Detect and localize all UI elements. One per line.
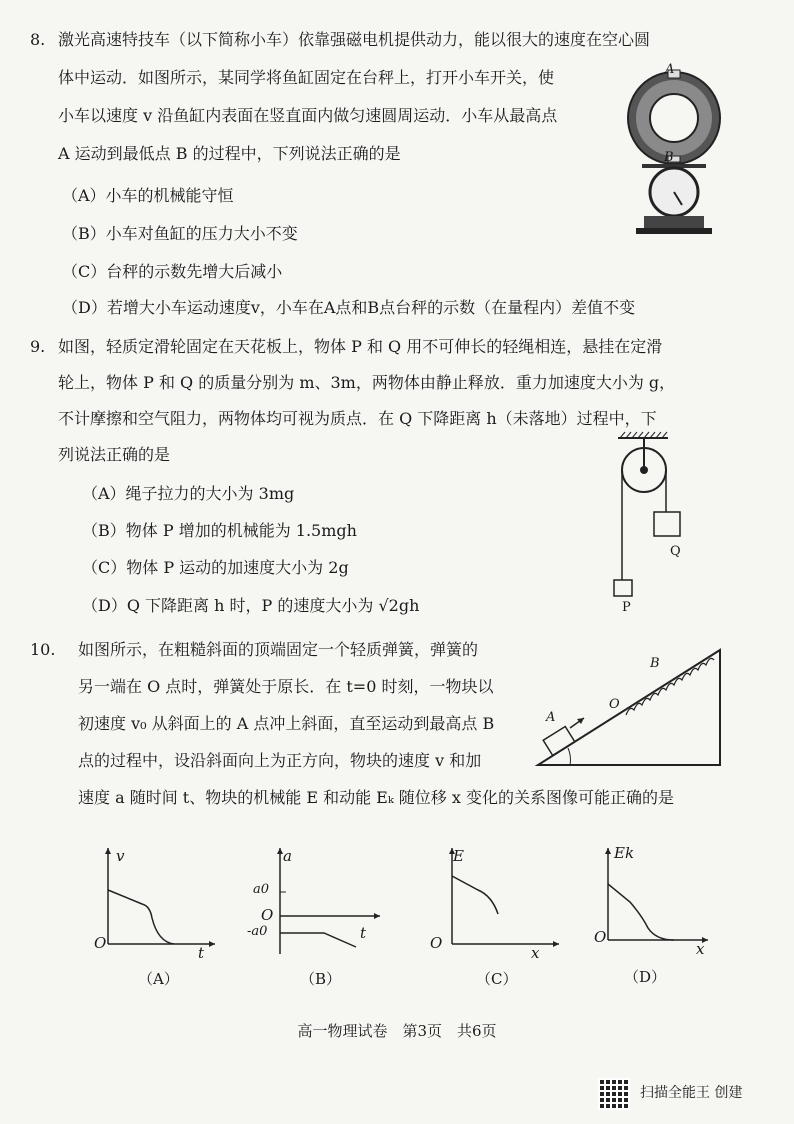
graph-b [262,842,392,962]
graph-d-caption: （D） [624,968,667,986]
graph-b-ylabel: a [283,847,292,865]
graph-b-tick-positive: a0 [253,882,270,897]
q10-number: 10. [30,640,56,659]
q10-line-1: 如图所示，在粗糙斜面的顶端固定一个轻质弹簧，弹簧的 [78,640,479,659]
q8-line-4: A 运动到最低点 B 的过程中，下列说法正确的是 [58,144,401,163]
q9-line-3: 不计摩擦和空气阻力，两物体均可视为质点．在 Q 下降距离 h（未落地）过程中，下 [58,409,657,428]
scanner-watermark: 扫描全能王 创建 [640,1085,743,1101]
q8-label-b: B [664,150,674,165]
graph-a-origin: O [94,934,107,952]
q8-number: 8. [30,30,46,49]
page-footer: 高一物理试卷 第3页 共6页 [297,1022,497,1040]
graph-a-ylabel: v [116,847,125,865]
q9-line-4: 列说法正确的是 [58,445,171,464]
q8-label-a: A [665,62,675,77]
graph-d-ylabel: Ek [614,844,635,862]
q8-line-2: 体中运动．如图所示，某同学将鱼缸固定在台秤上，打开小车开关，使 [58,68,555,87]
q8-line-1: 激光高速特技车（以下简称小车）依靠强磁电机提供动力，能以很大的速度在空心圆 [58,30,651,49]
q9-number: 9. [30,337,46,356]
q9-label-q: Q [670,544,681,559]
q10-line-4: 点的过程中，设沿斜面向上为正方向，物块的速度 v 和加 [78,751,482,770]
graph-d-origin: O [594,928,607,946]
q9-pulley-figure [608,430,708,620]
q10-line-2: 另一端在 O 点时，弹簧处于原长．在 t=0 时刻，一物块以 [78,677,494,696]
q9-label-p: P [622,600,631,615]
graph-a-xlabel: t [198,944,205,962]
graph-a-caption: （A） [138,970,179,988]
q10-line-3: 初速度 v₀ 从斜面上的 A 点冲上斜面，直至运动到最高点 B [78,714,495,733]
q9-line-2: 轮上，物体 P 和 Q 的质量分别为 m、3m，两物体由静止释放．重力加速度大小为 g， [58,373,676,392]
q10-line-5: 速度 a 随时间 t、物块的机械能 E 和动能 Eₖ 随位移 x 变化的关系图像可能正确的是 [78,788,674,807]
q9-option-a: （A）绳子拉力的大小为 3mg [82,484,295,503]
q8-option-b: （B）小车对鱼缸的压力大小不变 [62,224,298,243]
q10-label-b: B [650,656,660,671]
q8-option-d: （D）若增大小车运动速度v，小车在A点和B点台秤的示数（在量程内）差值不变 [62,298,636,317]
q9-option-b: （B）物体 P 增加的机械能为 1.5mgh [82,521,357,540]
qr-code-icon [598,1078,630,1110]
graph-b-origin: O [261,906,274,924]
q10-incline-figure [530,640,730,770]
q9-line-1: 如图，轻质定滑轮固定在天花板上，物体 P 和 Q 用不可伸长的轻绳相连，悬挂在定滑 [58,337,663,356]
q8-line-3: 小车以速度 v 沿鱼缸内表面在竖直面内做匀速圆周运动．小车从最高点 [58,106,558,125]
graph-b-tick-negative: -a0 [247,924,268,939]
graph-c-origin: O [430,934,443,952]
graph-c-caption: （C） [476,970,518,988]
q8-option-a: （A）小车的机械能守恒 [62,186,234,205]
graph-c-ylabel: E [453,847,464,865]
q10-label-a: A [546,710,556,725]
graph-b-caption: （B） [300,970,342,988]
q9-option-d: （D）Q 下降距离 h 时，P 的速度大小为 √2gh [82,596,420,615]
q10-label-o: O [609,697,620,712]
graph-c-xlabel: x [531,944,540,962]
graph-b-xlabel: t [360,924,367,942]
q8-option-c: （C）台秤的示数先增大后减小 [62,262,283,281]
q9-option-c: （C）物体 P 运动的加速度大小为 2g [82,558,349,577]
graph-d-xlabel: x [696,940,705,958]
q8-tank-scale-figure [622,60,732,240]
